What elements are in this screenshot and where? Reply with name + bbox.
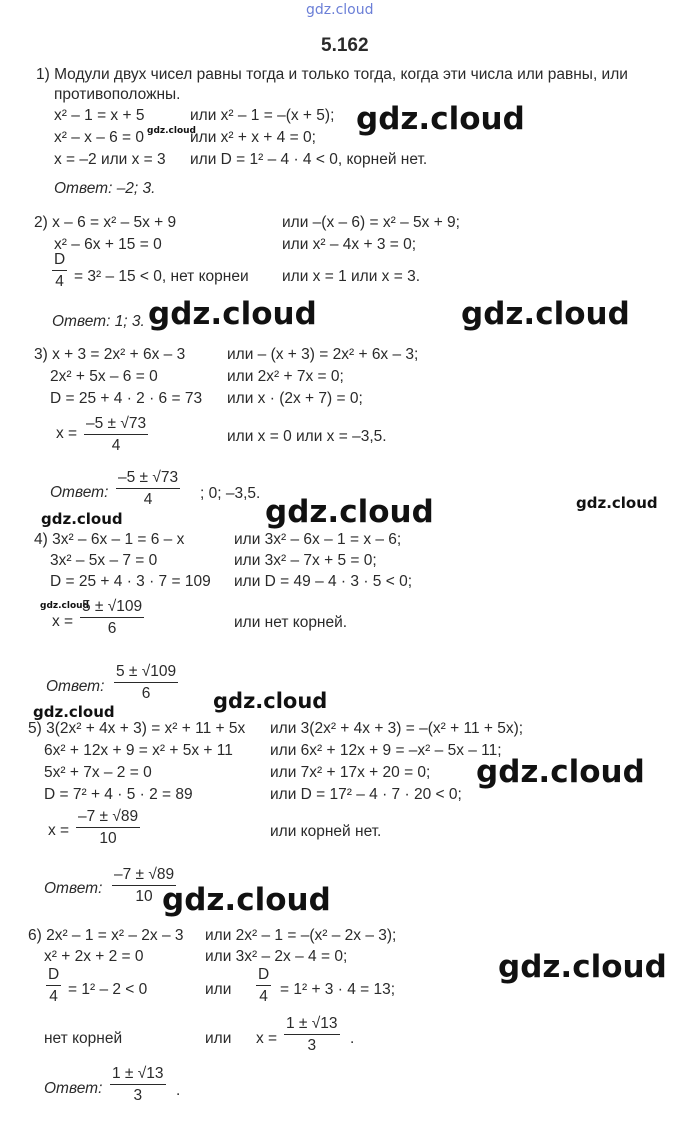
equation-right: = 1² + 3 · 4 = 13; (280, 981, 396, 998)
fraction-denominator: 4 (259, 988, 268, 1005)
equation-right: или 3x² – 6x – 1 = x – 6; (234, 531, 402, 548)
equation-left: 3x² – 5x – 7 = 0 (50, 552, 158, 569)
problem-number: 5.162 (321, 35, 369, 56)
answer-line: Ответ: 1; 3. (52, 313, 145, 330)
equation-left: x² – 1 = x + 5 (54, 107, 145, 124)
watermark: gdz.cloud (498, 949, 667, 985)
fraction-denominator: 6 (141, 685, 151, 702)
watermark: gdz.cloud (461, 296, 630, 332)
equation-left: 3) x + 3 = 2x² + 6x – 3 (34, 346, 186, 363)
fraction (284, 1015, 340, 1055)
equation-right: или 3(2x² + 4x + 3) = –(x² + 11 + 5x); (270, 720, 524, 737)
fraction-denominator: 6 (107, 620, 117, 637)
fraction-numerator: 1 ± √13 (110, 1065, 166, 1085)
equation-left: x = –2 или x = 3 (54, 151, 166, 168)
equation-left: 6) 2x² – 1 = x² – 2x – 3 (28, 927, 184, 944)
equation-right: или корней нет. (270, 823, 382, 840)
equation-right: или x² – 4x + 3 = 0; (282, 236, 417, 253)
fraction (114, 663, 178, 703)
fraction (80, 598, 144, 638)
equation-right: или x · (2x + 7) = 0; (227, 390, 363, 407)
watermark: gdz.cloud (148, 296, 317, 332)
fraction-numerator: D (256, 966, 271, 986)
answer-line: Ответ: (50, 484, 109, 501)
fraction (116, 469, 180, 509)
text-line: противоположны. (54, 86, 181, 103)
equation-right: или – (x + 3) = 2x² + 6x – 3; (227, 346, 419, 363)
watermark: gdz.cloud (40, 601, 89, 611)
equation-right: или 7x² + 17x + 20 = 0; (270, 764, 431, 781)
equation-left: 4) 3x² – 6x – 1 = 6 – x (34, 531, 185, 548)
fraction-numerator: –5 ± √73 (84, 415, 148, 435)
equation-left: x² – x – 6 = 0 (54, 129, 145, 146)
watermark: gdz.cloud (162, 882, 331, 918)
watermark: gdz.cloud (147, 126, 196, 136)
text-line: 1) Модули двух чисел равны тогда и только тогда, когда эти числа или равны, или (36, 66, 628, 83)
equation-left: x² + 2x + 2 = 0 (44, 948, 144, 965)
equation-left: 6x² + 12x + 9 = x² + 5x + 11 (44, 742, 233, 759)
fraction-denominator: 4 (49, 988, 58, 1005)
fraction-denominator: 10 (99, 830, 117, 847)
fraction (76, 808, 140, 848)
equation-left: 5x² + 7x – 2 = 0 (44, 764, 152, 781)
watermark: gdz.cloud (33, 703, 115, 721)
watermark: gdz.cloud (576, 494, 658, 512)
fraction-numerator: –7 ± √89 (112, 866, 176, 886)
watermark: gdz.cloud (265, 494, 434, 530)
answer-tail: ; 0; –3,5. (200, 485, 261, 502)
fraction (110, 1065, 166, 1105)
fraction-numerator: 5 ± √109 (80, 598, 144, 618)
equation-left: D = 25 + 4 · 2 · 6 = 73 (50, 390, 203, 407)
fraction-numerator: 1 ± √13 (284, 1015, 340, 1035)
fraction (256, 966, 271, 1006)
period: . (176, 1082, 181, 1099)
equation-right: или x = 1 или x = 3. (282, 268, 421, 285)
equation-right: или 3x² – 2x – 4 = 0; (205, 948, 348, 965)
equation-left: 5) 3(2x² + 4x + 3) = x² + 11 + 5x (28, 720, 246, 737)
fraction-numerator: D (52, 251, 67, 271)
equation-right: или 3x² – 7x + 5 = 0; (234, 552, 377, 569)
equation-right: или (205, 1030, 232, 1047)
watermark: gdz.cloud (356, 101, 525, 137)
equation-left: D = 7² + 4 · 5 · 2 = 89 (44, 786, 193, 803)
equation-right: или D = 17² – 4 · 7 · 20 < 0; (270, 786, 462, 803)
equation-right: или 2x² – 1 = –(x² – 2x – 3); (205, 927, 397, 944)
equation-right: или 6x² + 12x + 9 = –x² – 5x – 11; (270, 742, 502, 759)
equation-left: x² – 6x + 15 = 0 (54, 236, 162, 253)
equation-right: или D = 1² – 4 · 4 < 0, корней нет. (190, 151, 428, 168)
fraction (52, 251, 67, 291)
watermark: gdz.cloud (213, 689, 328, 713)
equation-left: x = (56, 425, 78, 442)
equation-right: x = (256, 1030, 278, 1047)
watermark: gdz.cloud (476, 754, 645, 790)
equation-left: 2) x – 6 = x² – 5x + 9 (34, 214, 177, 231)
fraction-denominator: 3 (133, 1087, 143, 1104)
equation-right: или x = 0 или x = –3,5. (227, 428, 387, 445)
equation-left: нет корней (44, 1030, 123, 1047)
equation-left: D = 25 + 4 · 3 · 7 = 109 (50, 573, 211, 590)
watermark-top: gdz.cloud (306, 2, 374, 18)
equation-left: = 1² – 2 < 0 (68, 981, 148, 998)
fraction-denominator: 4 (55, 273, 64, 290)
fraction-numerator: 5 ± √109 (114, 663, 178, 683)
equation-right: или (205, 981, 232, 998)
equation-right: или 2x² + 7x = 0; (227, 368, 344, 385)
answer-line: Ответ: (44, 880, 103, 897)
answer-line: Ответ: (44, 1080, 103, 1097)
answer-line: Ответ: (46, 678, 105, 695)
period: . (350, 1030, 355, 1047)
equation-right: или –(x – 6) = x² – 5x + 9; (282, 214, 460, 231)
watermark: gdz.cloud (41, 510, 123, 528)
fraction (46, 966, 61, 1006)
fraction-numerator: –7 ± √89 (76, 808, 140, 828)
fraction-denominator: 4 (111, 437, 121, 454)
fraction (84, 415, 148, 455)
equation-left: x = (52, 613, 74, 630)
fraction-denominator: 10 (135, 888, 153, 905)
equation-left: x = (48, 822, 70, 839)
equation-right: или x² + x + 4 = 0; (190, 129, 316, 146)
equation-right: или D = 49 – 4 · 3 · 5 < 0; (234, 573, 413, 590)
answer-line: Ответ: –2; 3. (54, 180, 156, 197)
equation-left: = 3² – 15 < 0, нет корнеи (74, 268, 249, 285)
equation-left: 2x² + 5x – 6 = 0 (50, 368, 158, 385)
fraction (112, 866, 176, 906)
fraction-numerator: –5 ± √73 (116, 469, 180, 489)
fraction-denominator: 4 (143, 491, 153, 508)
equation-right: или нет корней. (234, 614, 348, 631)
fraction-numerator: D (46, 966, 61, 986)
equation-right: или x² – 1 = –(x + 5); (190, 107, 335, 124)
fraction-denominator: 3 (307, 1037, 317, 1054)
